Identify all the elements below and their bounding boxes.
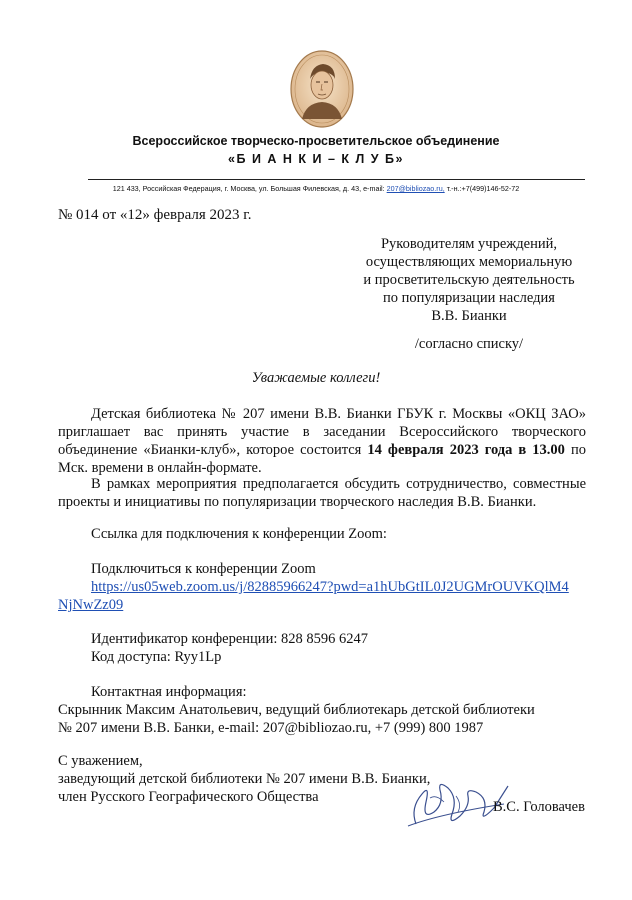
signer-position: заведующий детской библиотеки № 207 имени В.В. Бианки,	[58, 771, 431, 787]
invitation-text: Детская библиотека № 207 имени В.В. Бианки ГБУК г. Москвы «ОКЦ ЗАО» приглашает вас принять участие в заседании Всероссийского творческого объединение «Бианки-клуб», которое состоится	[58, 406, 586, 458]
signer-name: В.С. Головачев	[493, 799, 585, 815]
addressee-line: В.В. Бианки	[431, 308, 507, 324]
contact-label: Контактная информация:	[91, 684, 247, 700]
addressee-line: и просветительскую деятельность	[363, 272, 575, 288]
addressee-line: осуществляющих мемориальную	[365, 254, 573, 270]
zoom-link-intro: Ссылка для подключения к конференции Zoom:	[91, 526, 387, 542]
invitation-tail: по Мск. времени в онлайн-формате.	[58, 442, 586, 476]
organization-club-name: «Б И А Н К И – К Л У Б»	[228, 152, 404, 166]
contact-details: № 207 имени В.В. Банки, e-mail: 207@bibliozao.ru, +7 (999) 800 1987	[58, 720, 484, 736]
greeting: Уважаемые коллеги!	[251, 370, 381, 386]
paragraph-invitation	[58, 405, 586, 477]
signer-membership: член Русского Географического Общества	[58, 789, 319, 805]
list-note: /согласно списку/	[414, 336, 524, 352]
address-email-link[interactable]: 207@bibliozao.ru,	[386, 184, 445, 193]
organization-name: Всероссийское творческо-просветительское объединение	[132, 134, 500, 148]
address-text: 121 433, Российская Федерация, г. Москва, ул. Большая Филевская, д. 43, e-mail:	[112, 184, 385, 193]
zoom-url-link-continued[interactable]: NjNwZz09	[58, 597, 124, 613]
access-code: Код доступа: Ryy1Lp	[91, 649, 222, 665]
paragraph-agenda: В рамках мероприятия предполагается обсудить сотрудничество, совместные проекты и инициативы по популяризации творческого наследия В.В. Бианки.	[58, 476, 586, 510]
address-line	[0, 184, 632, 193]
addressee-block	[328, 235, 610, 325]
conference-id: Идентификатор конференции: 828 8596 6247	[91, 631, 368, 647]
zoom-connect-label: Подключиться к конференции Zoom	[91, 561, 316, 577]
header-divider	[88, 179, 585, 180]
address-phone: т.-н.:+7(499)146-52-72	[446, 184, 520, 193]
bianki-portrait-logo	[290, 49, 354, 129]
addressee-line: по популяризации наследия	[383, 290, 555, 306]
event-datetime: 14 февраля 2023 года в 13.00	[367, 442, 565, 458]
letter-number-date: № 014 от «12» февраля 2023 г.	[58, 207, 252, 223]
contact-person: Скрынник Максим Анатольевич, ведущий библиотекарь детской библиотеки	[58, 702, 535, 718]
addressee-line: Руководителям учреждений,	[380, 236, 558, 252]
closing: С уважением,	[58, 753, 143, 769]
zoom-url-link[interactable]: https://us05web.zoom.us/j/82885966247?pwd=a1hUbGtIL0J2UGMrOUVKQlM4	[91, 579, 569, 595]
